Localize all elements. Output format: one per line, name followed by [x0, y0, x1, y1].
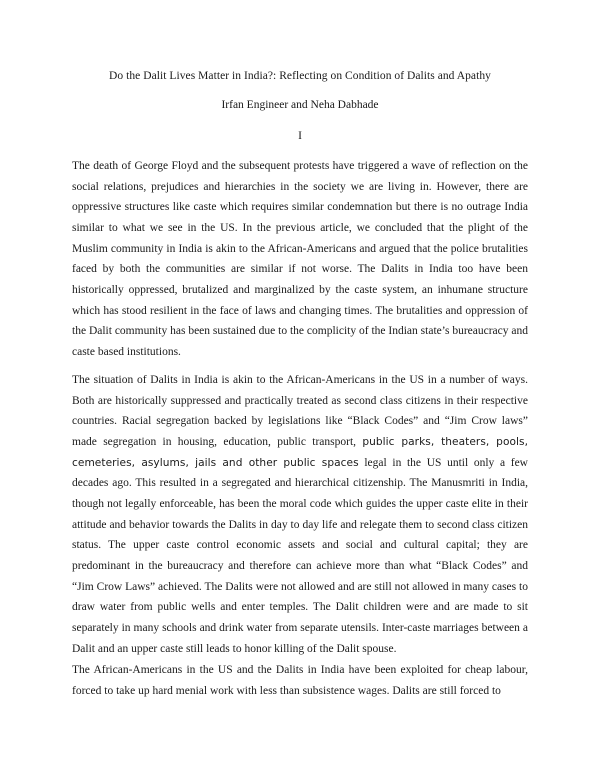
paragraph-3: The African-Americans in the US and the Dalits in India have been exploited for cheap labour, forced to take up hard menial work with less than subsistence wages. Dalits are still forced to: [72, 664, 528, 697]
document-authors: Irfan Engineer and Neha Dabhade: [221, 99, 379, 111]
paragraph-2-text-start: The situation of Dalits in India is akin to the African-Americans in the US in a number of ways. Both are historically suppressed and practically treated as second class citizens in their respective countries. Racial segregation backed by legislations like “Black Codes” and “Jim Crow laws” made segregation in housing, education, public transport,: [72, 374, 528, 448]
paragraph-1: The death of George Floyd and the subsequent protests have triggered a wave of reflection on the social relations, prejudices and hierarchies in the society we are living in. However, there are oppressive structures like caste which requires similar condemnation but there is no outrage India similar to what we see in the US. In the previous article, we concluded that the plight of the Muslim community in India is akin to the African-Americans and argued that the police brutalities faced by both the communities are similar if not worse. The Dalits in India too have been historically oppressed, brutalized and marginalized by the caste system, an inhumane structure which has stood resilient in the face of laws and changing times. The brutalities and oppression of the Dalit community has been sustained due to the complicity of the Indian state’s bureaucracy and caste based institutions.: [72, 160, 528, 358]
paragraph-2: [72, 370, 528, 659]
paragraph-2-text-end: legal in the US until only a few decades ago. This resulted in a segregated and hierarchical citizenship. The Manusmriti in India, though not legally enforceable, has been the moral code which guides the upper caste elite in their attitude and behavior towards the Dalits in day to day life and relegate them to second class citizen status. The upper caste control economic assets and social and cultural capital; they are predominant in the bureaucracy and therefore can achieve more than what “Black Codes” and “Jim Crow Laws” achieved. The Dalits were not allowed and are still not allowed in many cases to draw water from public wells and enter temples. The Dalit children were and are made to sit separately in many schools and drink water from separate utensils. Inter-caste marriages between a Dalit and an upper caste still leads to honor killing of the Dalit spouse.: [72, 456, 528, 655]
section-number: I: [298, 130, 302, 142]
paragraph-2-emphasis: public parks, theaters, pools, cemeteries, asylums, jails and other public spaces: [72, 435, 528, 469]
document-title: Do the Dalit Lives Matter in India?: Reflecting on Condition of Dalits and Apathy: [109, 70, 491, 82]
